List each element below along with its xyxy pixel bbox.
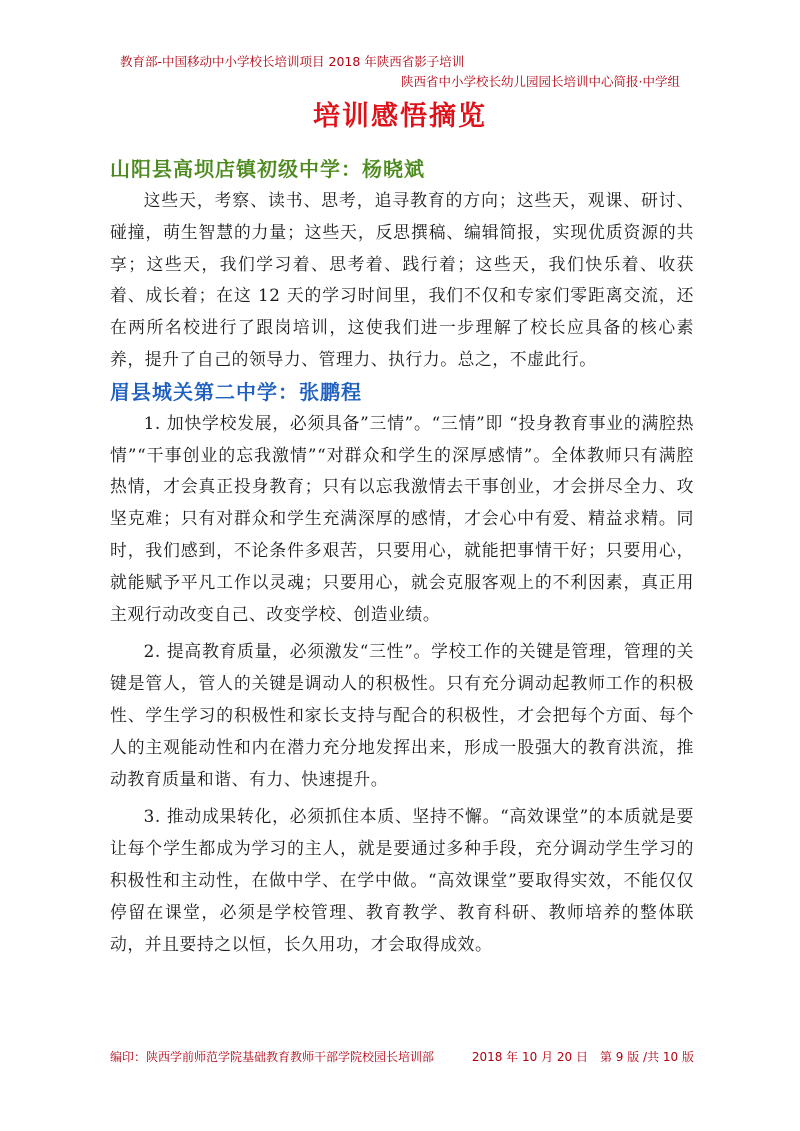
section-paragraph: 这些天，考察、读书、思考，追寻教育的方向；这些天，观课、研讨、碰撞，萌生智慧的力量；这些天，反思撰稿、编辑简报，实现优质资源的共享；这些天，我们学习着、思考着、践行着；这些天，我们快乐着、收获着、成长着；在这 12 天的学习时间里，我们不仅和专家们零距离交流，还在两所名校进行了跟岗培训，这使我们进一步理解了校长应具备的核心素养，提升了自己的领导力、管理力、执行力。总之，不虚此行。: [110, 190, 694, 369]
page-footer: [110, 1048, 694, 1068]
footer-publisher: 编印：陕西学前师范学院基础教育教师干部学院校园长培训部: [110, 1050, 435, 1064]
section-paragraph: 3. 推动成果转化，必须抓住本质、坚持不懈。“高效课堂”的本质就是要让每个学生都成为学习的主人，就是要通过多种手段，充分调动学生学习的积极性和主动性，在做中学、在学中做。“高效课堂”要取得实效，不能仅仅停留在课堂，必须是学校管理、教育教学、教育科研、教师培养的整体联动，并且要持之以恒，长久用功，才会取得成效。: [110, 806, 694, 954]
section-heading-zhang-pengcheng: 眉县城关第二中学：张鹏程: [110, 379, 362, 404]
section-paragraph: 1. 加快学校发展，必须具备”三情”。“三情”即 “投身教育事业的满腔热情”“干事创业的忘我激情”“对群众和学生的深厚感情”。全体教师只有满腔热情，才会真正投身教育；只有以忘我激情去干事创业，才会拼尽全力、攻坚克难；只有对群众和学生充满深厚的感情，才会心中有爱、精益求精。同时，我们感到，不论条件多艰苦，只要用心，就能把事情干好；只要用心，就能赋予平凡工作以灵魂；只要用心，就会克服客观上的不利因素，真正用主观行动改变自己、改变学校、创造业绩。: [110, 412, 694, 624]
page-title: 培训感悟摘览: [313, 101, 487, 132]
footer-date-page: 2018 年 10 月 20 日 第 9 版 /共 10 版: [471, 1050, 694, 1064]
header-project-line: 教育部-中国移动中小学校长培训项目 2018 年陕西省影子培训: [120, 54, 465, 69]
section-heading-yang-xiaobin: 山阳县高坝店镇初级中学：杨晓斌: [110, 157, 425, 181]
page-header: [0, 0, 800, 100]
article-body: [110, 152, 694, 960]
header-bulletin-line: 陕西省中小学校长幼儿园园长培训中心简报·中学组: [401, 74, 680, 89]
section-paragraph: 2. 提高教育质量，必须激发“三性”。学校工作的关键是管理，管理的关键是管人，管人的关键是调动人的积极性。只有充分调动起教师工作的积极性、学生学习的积极性和家长支持与配合的积极性，才会把每个方面、每个人的主观能动性和内在潜力充分地发挥出来，形成一股强大的教育洪流，推动教育质量和谐、有力、快速提升。: [110, 641, 694, 789]
